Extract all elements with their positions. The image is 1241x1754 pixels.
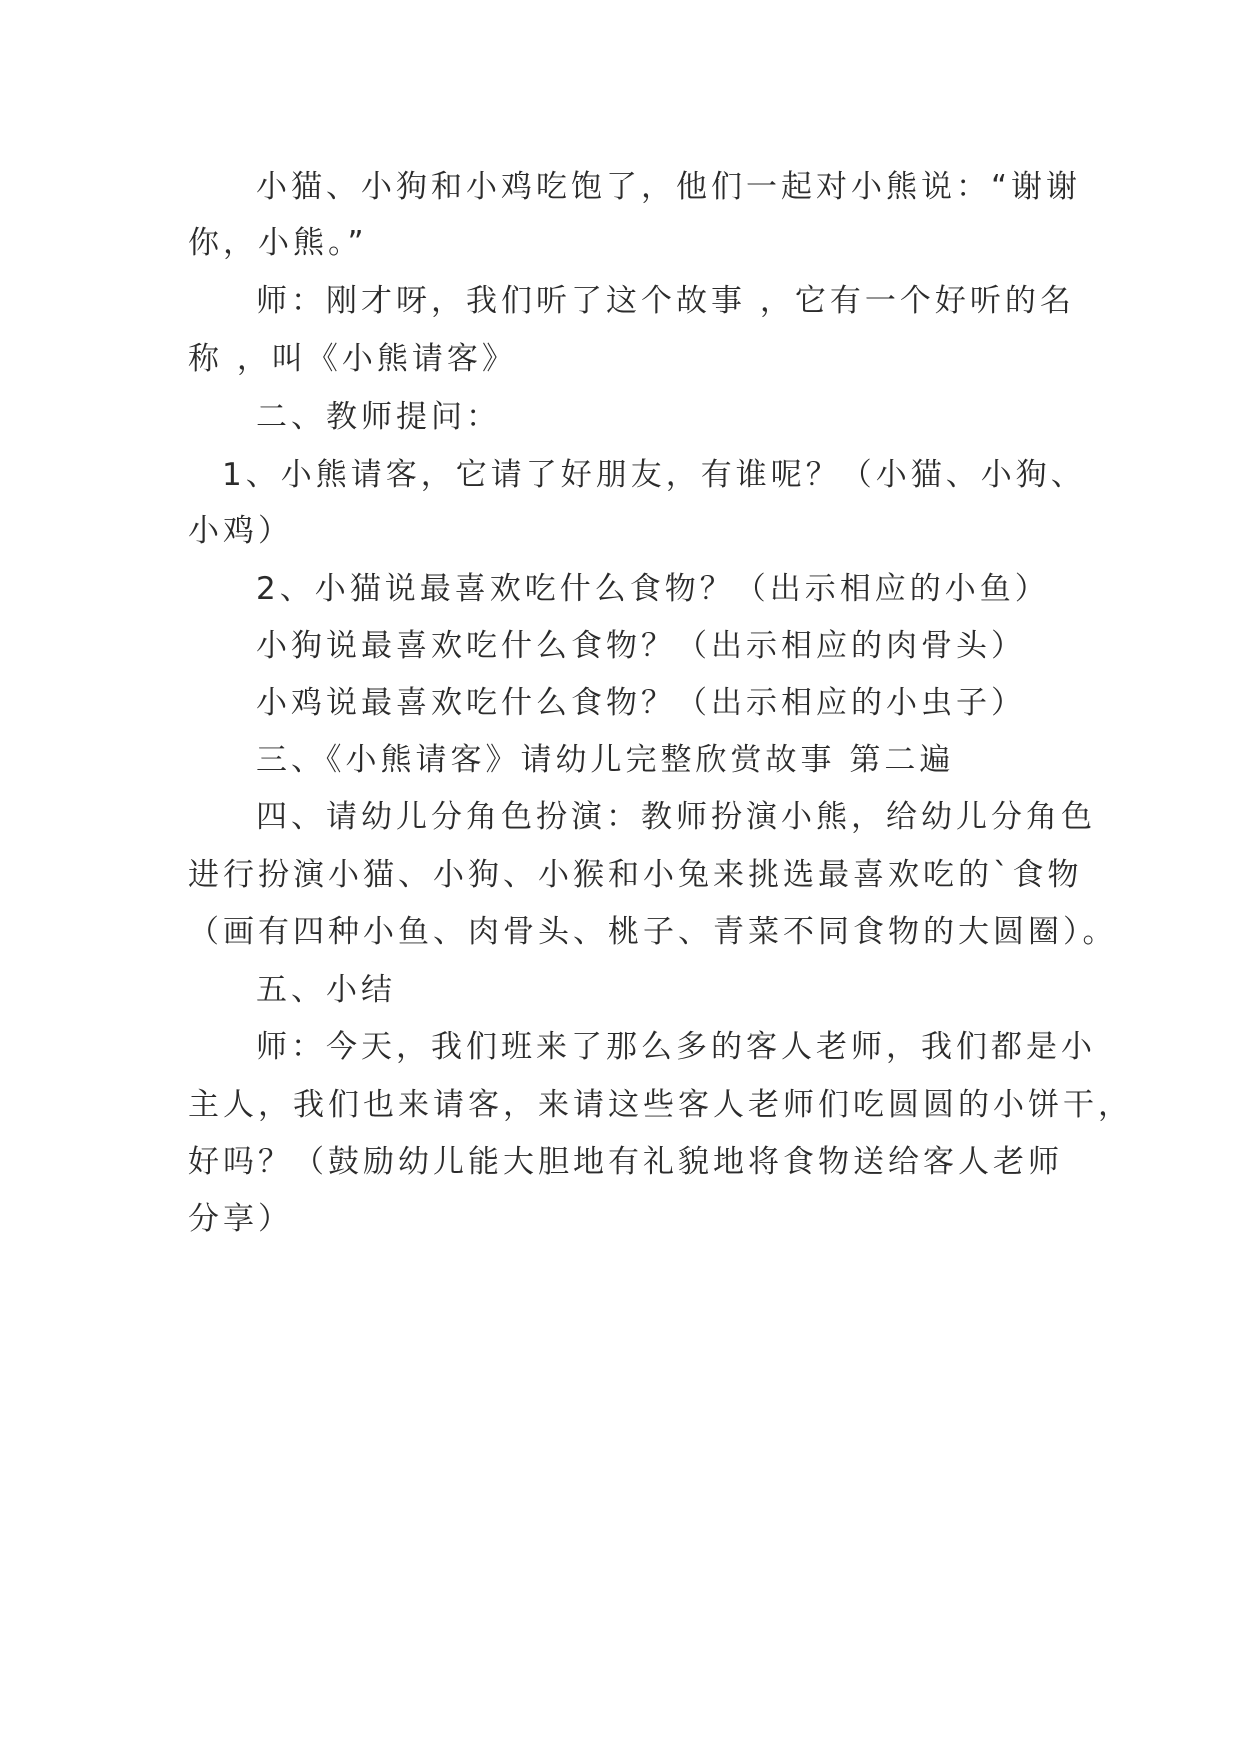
paragraph-line: 好吗？（鼓励幼儿能大胆地有礼貌地将食物送给客人老师	[188, 1144, 1063, 1180]
paragraph-line: 2、小猫说最喜欢吃什么食物？（出示相应的小鱼）	[256, 571, 1050, 607]
paragraph-line: 小鸡说最喜欢吃什么食物？（出示相应的小虫子）	[256, 685, 1026, 721]
paragraph-line: 小猫、小狗和小鸡吃饱了，他们一起对小熊说：“谢谢	[256, 169, 1082, 205]
paragraph-line: 称 ，叫《小熊请客》	[188, 341, 517, 377]
paragraph-line: 分享）	[188, 1201, 293, 1237]
section-heading: 二、教师提问：	[256, 399, 501, 435]
paragraph-line: 主人，我们也来请客，来请这些客人老师们吃圆圆的小饼干，	[188, 1087, 1133, 1123]
section-heading: 三、《小熊请客》请幼儿完整欣赏故事 第二遍	[256, 742, 955, 778]
paragraph-line: 师：刚才呀，我们听了这个故事 ，它有一个好听的名	[256, 283, 1075, 319]
paragraph-line: 1、小熊请客，它请了好朋友，有谁呢？（小猫、小狗、	[222, 457, 1086, 493]
paragraph-line: 你，小熊。”	[188, 225, 368, 261]
paragraph-line: 小狗说最喜欢吃什么食物？（出示相应的肉骨头）	[256, 628, 1026, 664]
paragraph-line: 进行扮演小猫、小狗、小猴和小兔来挑选最喜欢吃的`食物	[188, 857, 1083, 893]
section-heading: 五、小结	[256, 972, 396, 1008]
paragraph-line: （画有四种小鱼、肉骨头、桃子、青菜不同食物的大圆圈）。	[188, 914, 1118, 950]
paragraph-line: 师：今天，我们班来了那么多的客人老师，我们都是小	[256, 1029, 1096, 1065]
paragraph-line: 小鸡）	[188, 513, 293, 549]
section-heading: 四、请幼儿分角色扮演：教师扮演小熊，给幼儿分角色	[256, 799, 1096, 835]
